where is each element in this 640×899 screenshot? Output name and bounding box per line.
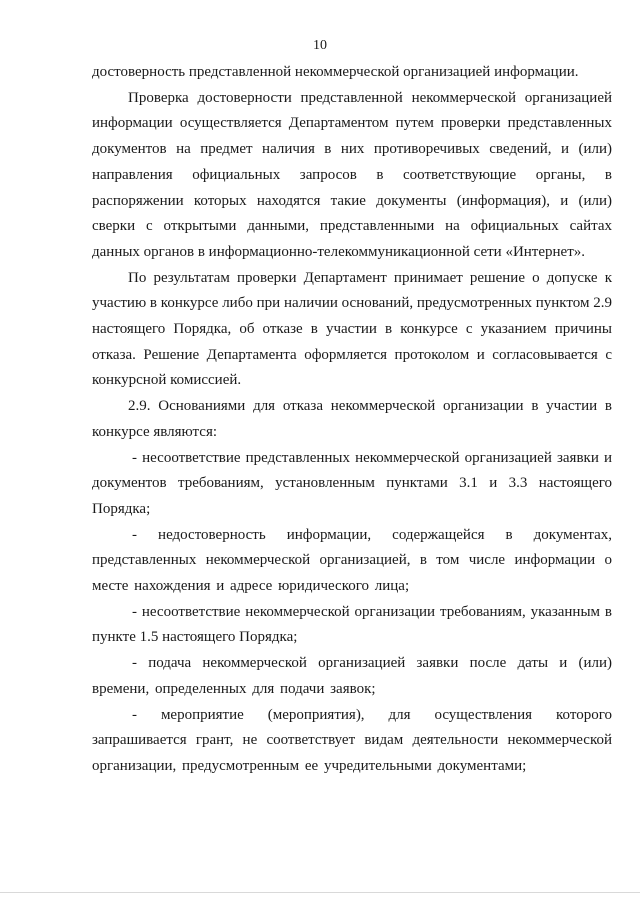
paragraph-decision: По результатам проверки Департамент принимает решение о допуске к участию в конкурсе либо при наличии оснований, предусмотренных пунктом 2.9 настоящего Порядка, об отказе в участии в конкурсе с указанием причины отказа. Решение Департамента оформляется протоколом и согласовывается с конкурсной комиссией. [92,269,612,389]
document-body [92,60,612,780]
paragraph-continuation: достоверность представленной некоммерческой организацией информации. [92,64,579,80]
list-item-false-information: - недостоверность информации, содержащейся в документах, представленных некоммерческой организацией, в том числе информации о месте нахождения и адресе юридического лица; [92,526,612,595]
page-number: 10 [313,38,327,53]
page-bottom-edge [0,892,640,893]
paragraph-verification: Проверка достоверности представленной некоммерческой организацией информации осуществляется Департаментом путем проверки представленных документов на предмет наличия в них противоречивых сведений, и (или) направления официальных запросов в соответствующие органы, в распоряжении которых находятся такие документы (информация), и (или) сверки с открытыми данными, представленными на официальных сайтах данных органов в информационно-телекоммуникационной сети «Интернет». [92,89,612,260]
list-item-late-submission: - подача некоммерческой организацией заявки после даты и (или) времени, определенных для подачи заявок; [92,655,612,697]
list-item-activity-mismatch: - мероприятие (мероприятия), для осуществления которого запрашивается грант, не соответствует видам деятельности некоммерческой организации, предусмотренным ее учредительными документами; [92,706,612,774]
paragraph-grounds-heading: 2.9. Основаниями для отказа некоммерческой организации в участии в конкурсе являются: [92,398,612,440]
list-item-mismatch-requirements: - несоответствие некоммерческой организации требованиям, указанным в пункте 1.5 настоящего Порядка; [92,603,612,646]
list-item-mismatch-documents: - несоответствие представленных некоммерческой организацией заявки и документов требованиям, установленным пунктами 3.1 и 3.3 настоящего Порядка; [92,449,612,517]
